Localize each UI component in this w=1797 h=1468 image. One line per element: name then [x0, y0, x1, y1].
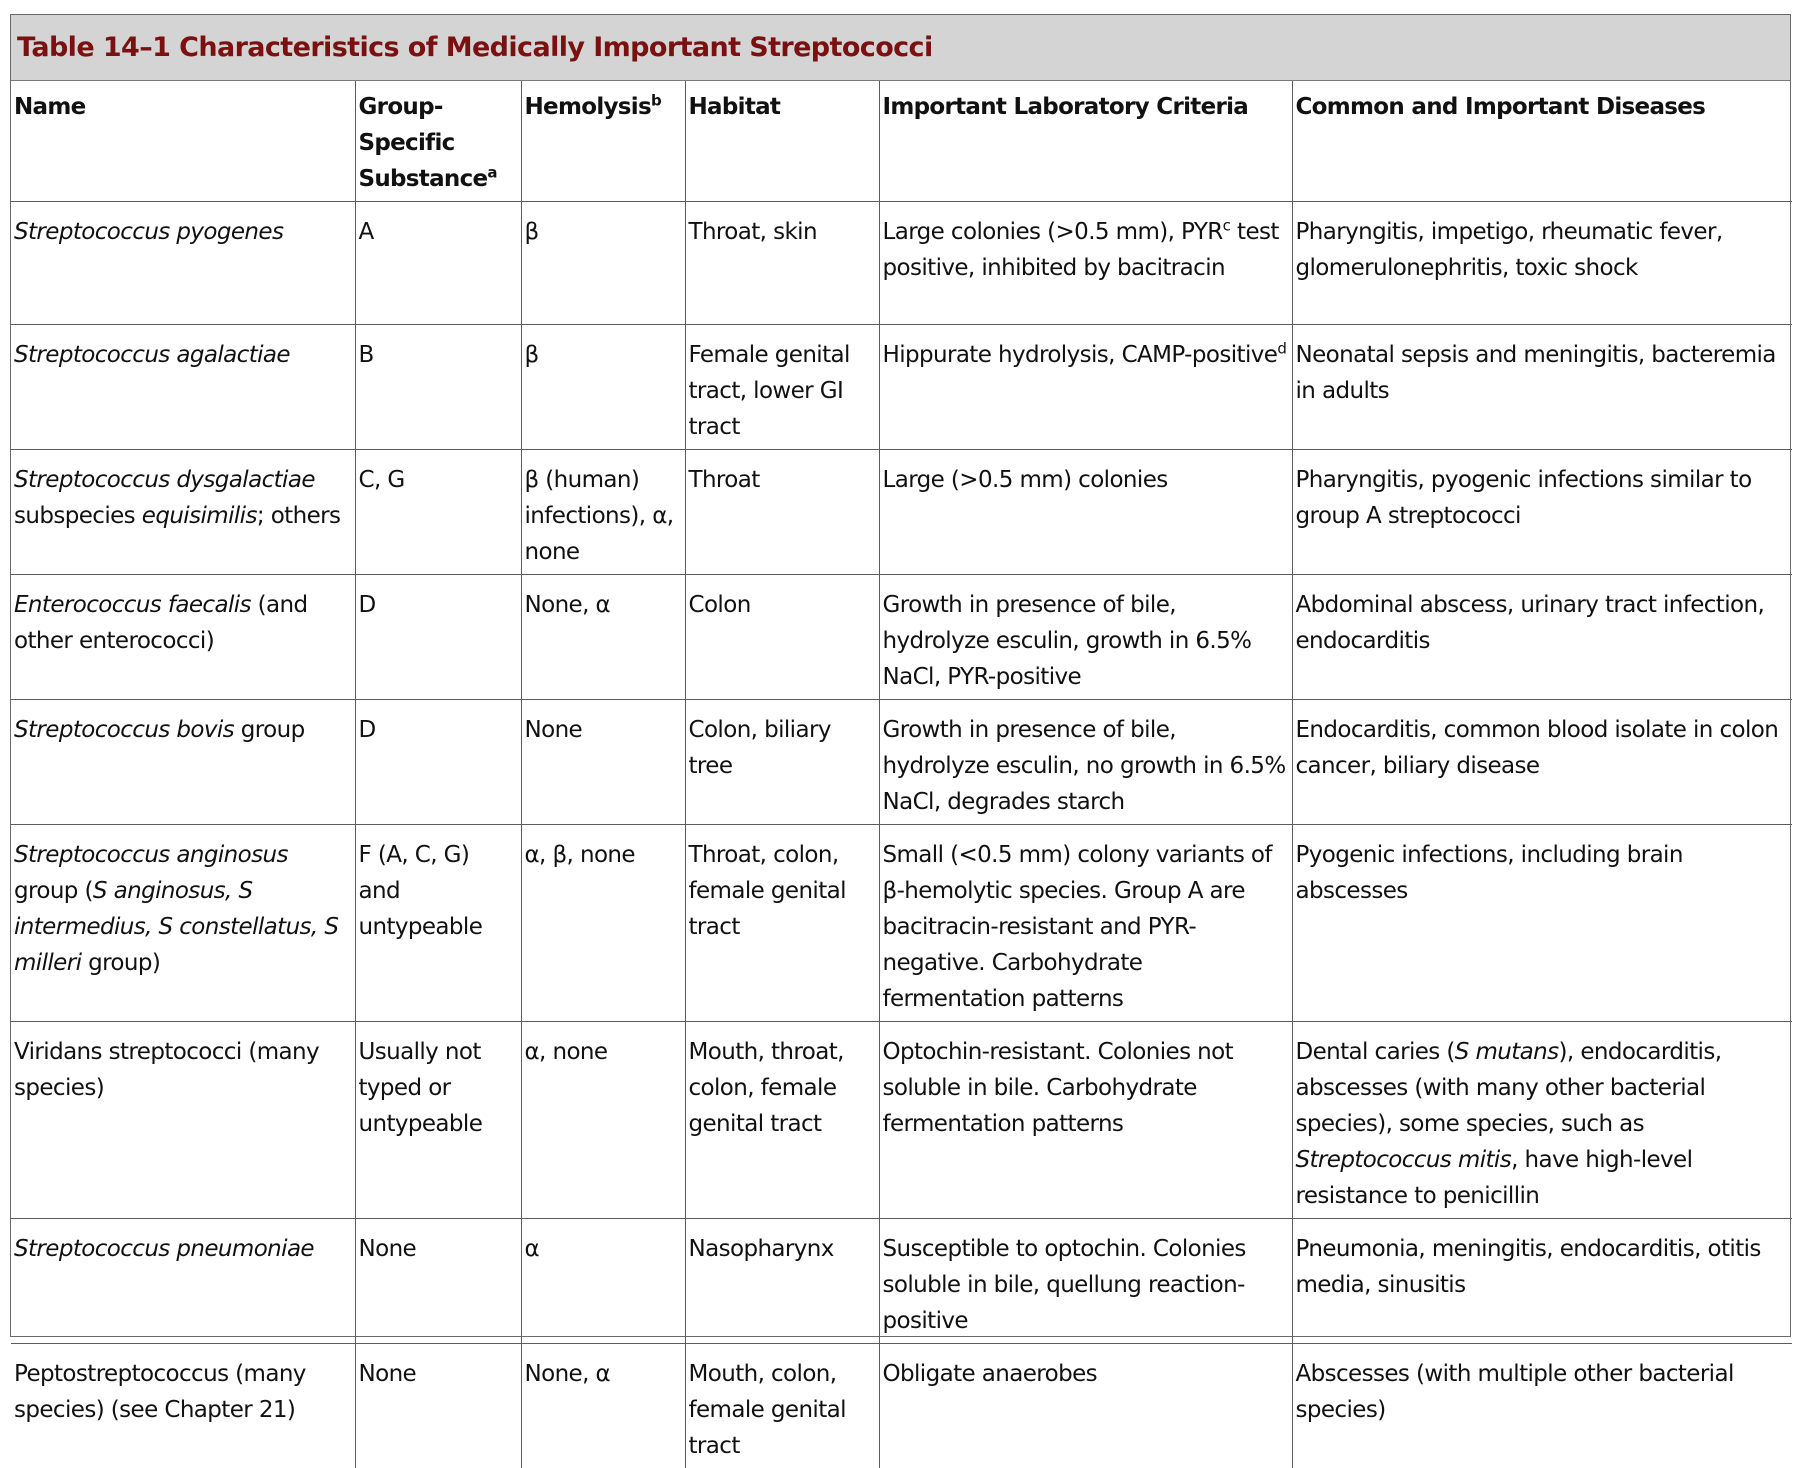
organism-name: Streptococcus agalactiae — [14, 342, 290, 368]
table-row — [11, 1344, 1792, 1468]
cell-name — [11, 1219, 355, 1344]
lab-text: Hippurate hydrolysis, CAMP-positive — [883, 342, 1278, 368]
cell-habitat: Female genital tract, lower GI tract — [685, 325, 879, 450]
cell-group: Usually not typed or untypeable — [355, 1022, 521, 1219]
disease-species: S mutans — [1455, 1039, 1559, 1065]
cell-hemolysis: β — [521, 202, 685, 325]
cell-lab-criteria: Growth in presence of bile, hydrolyze esculin, growth in 6.5% NaCl, PYR-positive — [879, 575, 1292, 700]
cell-diseases: Endocarditis, common blood isolate in colon cancer, biliary disease — [1292, 700, 1792, 825]
cell-group: None — [355, 1344, 521, 1468]
cell-habitat: Throat, skin — [685, 202, 879, 325]
cell-diseases: Pyogenic infections, including brain abscesses — [1292, 825, 1792, 1022]
cell-habitat: Colon, biliary tree — [685, 700, 879, 825]
cell-hemolysis: None, α — [521, 575, 685, 700]
disease-text-cont: ), endocarditis, abscesses (with many other bacterial species), some species, such as — [1296, 1039, 1722, 1137]
cell-hemolysis: α, none — [521, 1022, 685, 1219]
table-row — [11, 1219, 1792, 1344]
cell-group: D — [355, 700, 521, 825]
organism-name: Streptococcus pyogenes — [14, 219, 283, 245]
table-title-bar — [11, 15, 1790, 81]
disease-text-end: , have high-level resistance to penicillin — [1296, 1147, 1693, 1209]
organism-subspecies: equisimilis — [142, 503, 257, 529]
cell-lab-criteria — [879, 202, 1292, 325]
cell-group: None — [355, 1219, 521, 1344]
table-row — [11, 1022, 1792, 1219]
cell-lab-criteria: Susceptible to optochin. Colonies soluble in bile, quellung reaction-positive — [879, 1219, 1292, 1344]
cell-diseases: Abdominal abscess, urinary tract infection, endocarditis — [1292, 575, 1792, 700]
table-row — [11, 325, 1792, 450]
table-row — [11, 450, 1792, 575]
organism-name: Streptococcus anginosus — [14, 842, 288, 868]
footnote-d: d — [1277, 339, 1286, 357]
cell-diseases: Neonatal sepsis and meningitis, bacteremia in adults — [1292, 325, 1792, 450]
cell-name — [11, 700, 355, 825]
cell-name — [11, 202, 355, 325]
cell-habitat: Mouth, colon, female genital tract — [685, 1344, 879, 1468]
header-row — [11, 81, 1792, 202]
organism-name-suffix: ; others — [257, 503, 341, 529]
cell-name — [11, 575, 355, 700]
cell-habitat: Colon — [685, 575, 879, 700]
cell-name: Viridans streptococci (many species) — [11, 1022, 355, 1219]
footnote-c: c — [1223, 216, 1231, 234]
cell-lab-criteria — [879, 325, 1292, 450]
table-row — [11, 700, 1792, 825]
cell-group: B — [355, 325, 521, 450]
cell-habitat: Nasopharynx — [685, 1219, 879, 1344]
organism-name-plain: subspecies — [14, 503, 142, 529]
footnote-b: b — [651, 91, 661, 109]
header-group-substance — [355, 81, 521, 202]
lab-text-cont: test positive, inhibited by bacitracin — [883, 219, 1279, 281]
organism-name-plain: group ( — [14, 878, 93, 904]
header-habitat: Habitat — [685, 81, 879, 202]
table-row — [11, 202, 1792, 325]
cell-name: Peptostreptococcus (many species) (see Chapter 21) — [11, 1344, 355, 1468]
disease-species-2: Streptococcus mitis — [1296, 1147, 1512, 1173]
organism-species-list: S anginosus, S intermedius, S constellatus, S milleri — [14, 878, 338, 976]
cell-lab-criteria: Optochin-resistant. Colonies not soluble in bile. Carbohydrate fermentation patterns — [879, 1022, 1292, 1219]
cell-lab-criteria: Obligate anaerobes — [879, 1344, 1292, 1468]
cell-diseases: Pharyngitis, pyogenic infections similar to group A streptococci — [1292, 450, 1792, 575]
organism-name-suffix: group) — [81, 950, 160, 976]
cell-lab-criteria: Large (>0.5 mm) colonies — [879, 450, 1292, 575]
cell-group: F (A, C, G) and untypeable — [355, 825, 521, 1022]
cell-group: C, G — [355, 450, 521, 575]
cell-hemolysis: β (human) infections), α, none — [521, 450, 685, 575]
table-row — [11, 575, 1792, 700]
table-row — [11, 825, 1792, 1022]
lab-text: Large colonies (>0.5 mm), PYR — [883, 219, 1223, 245]
header-hemolysis — [521, 81, 685, 202]
organism-name: Enterococcus faecalis — [14, 592, 251, 618]
cell-name — [11, 325, 355, 450]
cell-diseases: Pneumonia, meningitis, endocarditis, otitis media, sinusitis — [1292, 1219, 1792, 1344]
header-group-substance-label: Group-Specific Substance — [359, 94, 488, 192]
cell-hemolysis: α — [521, 1219, 685, 1344]
header-diseases: Common and Important Diseases — [1292, 81, 1792, 202]
cell-name — [11, 825, 355, 1022]
cell-diseases: Pharyngitis, impetigo, rheumatic fever, glomerulonephritis, toxic shock — [1292, 202, 1792, 325]
cell-lab-criteria: Small (<0.5 mm) colony variants of β-hemolytic species. Group A are bacitracin-resistant and PYR-negative. Carbohydrate fermentation patterns — [879, 825, 1292, 1022]
organism-name: Streptococcus pneumoniae — [14, 1236, 314, 1262]
cell-name — [11, 450, 355, 575]
cell-group: D — [355, 575, 521, 700]
cell-habitat: Throat, colon, female genital tract — [685, 825, 879, 1022]
streptococci-table — [11, 81, 1792, 1468]
cell-hemolysis: None — [521, 700, 685, 825]
header-lab-criteria: Important Laboratory Criteria — [879, 81, 1292, 202]
organism-name: Streptococcus bovis — [14, 717, 234, 743]
cell-hemolysis: None, α — [521, 1344, 685, 1468]
cell-hemolysis: α, β, none — [521, 825, 685, 1022]
cell-habitat: Mouth, throat, colon, female genital tract — [685, 1022, 879, 1219]
organism-name-plain: group — [234, 717, 305, 743]
header-hemolysis-label: Hemolysis — [525, 94, 651, 120]
footnote-a: a — [487, 163, 496, 181]
disease-text: Dental caries ( — [1296, 1039, 1455, 1065]
organism-name: Streptococcus dysgalactiae — [14, 467, 315, 493]
cell-diseases: Abscesses (with multiple other bacterial species) — [1292, 1344, 1792, 1468]
cell-diseases — [1292, 1022, 1792, 1219]
cell-habitat: Throat — [685, 450, 879, 575]
header-name: Name — [11, 81, 355, 202]
organism-name-plain: (and other enterococci) — [14, 592, 308, 654]
table-frame — [10, 14, 1791, 1337]
table-title: Table 14–1 Characteristics of Medically Important Streptococci — [17, 32, 933, 63]
cell-group: A — [355, 202, 521, 325]
cell-lab-criteria: Growth in presence of bile, hydrolyze esculin, no growth in 6.5% NaCl, degrades starch — [879, 700, 1292, 825]
cell-hemolysis: β — [521, 325, 685, 450]
